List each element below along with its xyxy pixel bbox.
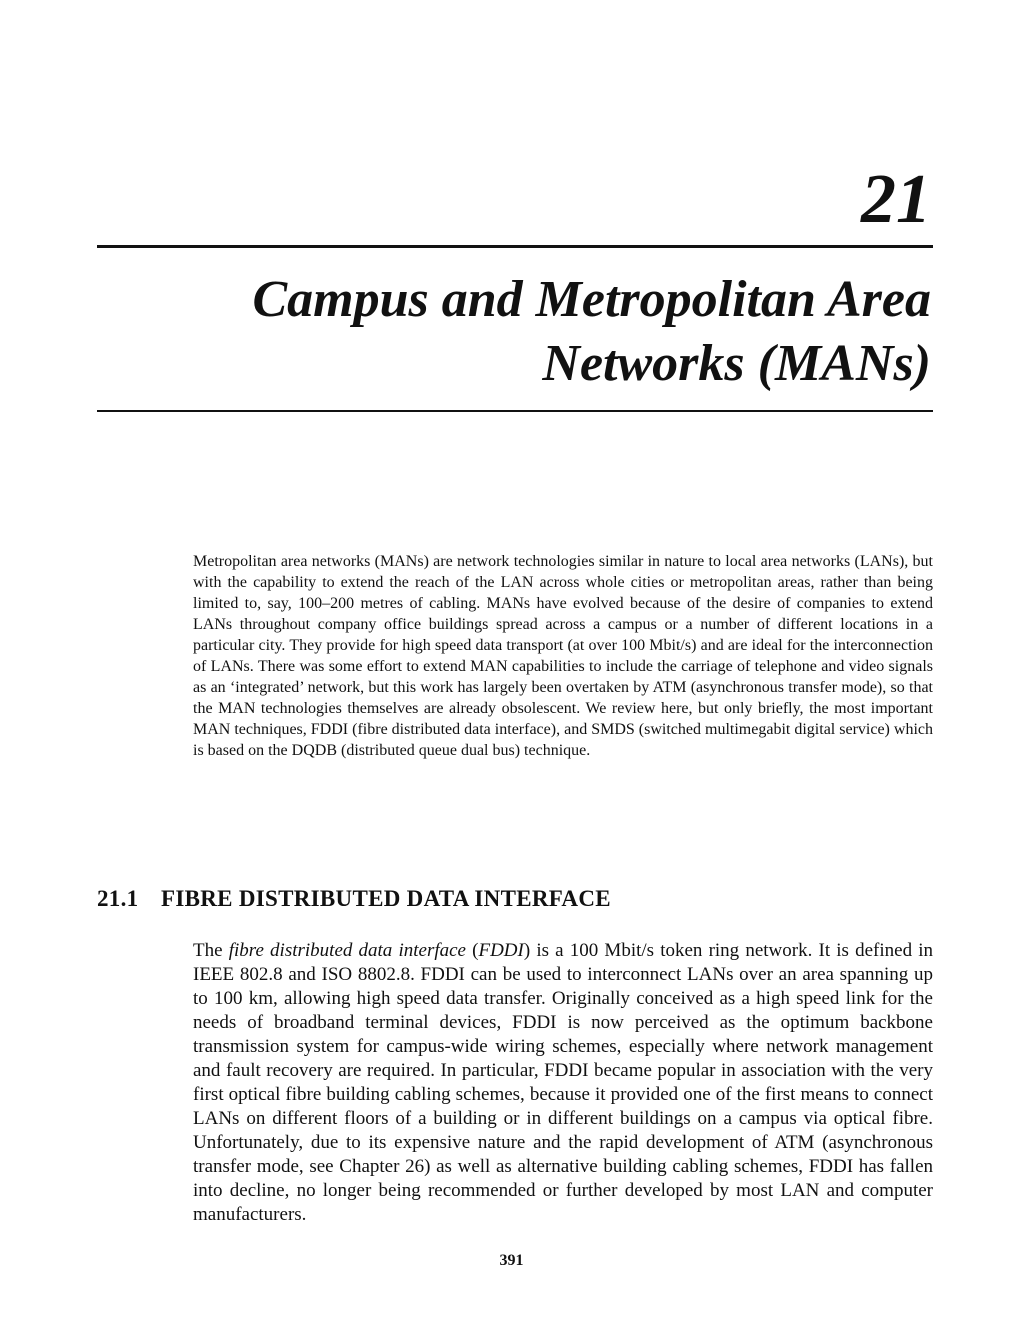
para-start: The [193,940,229,961]
chapter-title-line-1: Campus and Metropolitan Area [252,271,931,328]
section-number: 21.1 [97,886,139,911]
term-fddi-full: fibre distributed data interface [228,940,466,961]
chapter-title-line-2: Networks (MANs) [542,335,931,392]
intro-paragraph: Metropolitan area networks (MANs) are network technologies similar in nature to local area networks (LANs), but with the capability to extend the reach of the LAN across whole cities or metropolitan areas, rather than being limited to, say, 100–200 metres of cabling. MANs have evolved because of the desire of companies to extend LANs throughout company office buildings spread across a campus or a number of different locations in a particular city. They provide for high speed data transport (at over 100 Mbit/s) and are ideal for the interconnection of LANs. There was some effort to extend MAN capabilities to include the carriage of telephone and video signals as an ‘integrated’ network, but this work has largely been overtaken by ATM (asynchronous transfer mode), so that the MAN technologies themselves are already obsolescent. We review here, but only briefly, the most important MAN techniques, FDDI (fibre distributed data interface), and SMDS (switched multimegabit digital service) which is based on the DQDB (distributed queue dual bus) technique. [193,553,933,759]
term-open-paren: ( [466,940,479,961]
term-close-paren: ) [523,940,531,961]
term-fddi-abbr: FDDI [478,940,524,961]
section-title: FIBRE DISTRIBUTED DATA INTERFACE [161,886,611,911]
section-heading [97,886,611,912]
bottom-rule [97,410,933,412]
chapter-title [111,268,931,396]
section-paragraph [193,939,933,1227]
page-number: 391 [499,1252,524,1269]
chapter-number: 21 [861,161,931,238]
top-rule [97,245,933,248]
para-rest: is a 100 Mbit/s token ring network. It is defined in IEEE 802.8 and ISO 8802.8. FDDI can be used to interconnect LANs over an area spanning up to 100 km, allowing high speed data transfer. Originally conceived as a high speed link for the needs of broadband terminal devices, FDDI is now perceived as the optimum backbone transmission system for campus-wide wiring schemes, especially where network management and fault recovery are required. In particular, FDDI became popular in association with the very first optical fibre building cabling schemes, because it provided one of the first means to connect LANs on different floors of a building or in different buildings on a campus via optical fibre. Unfortunately, due to its expensive nature and the rapid development of ATM (asynchronous transfer mode, see Chapter 26) as well as alternative building cabling schemes, FDDI has fallen into decline, no longer being recommended or further developed by most LAN and computer manufacturers. [193,940,933,1225]
